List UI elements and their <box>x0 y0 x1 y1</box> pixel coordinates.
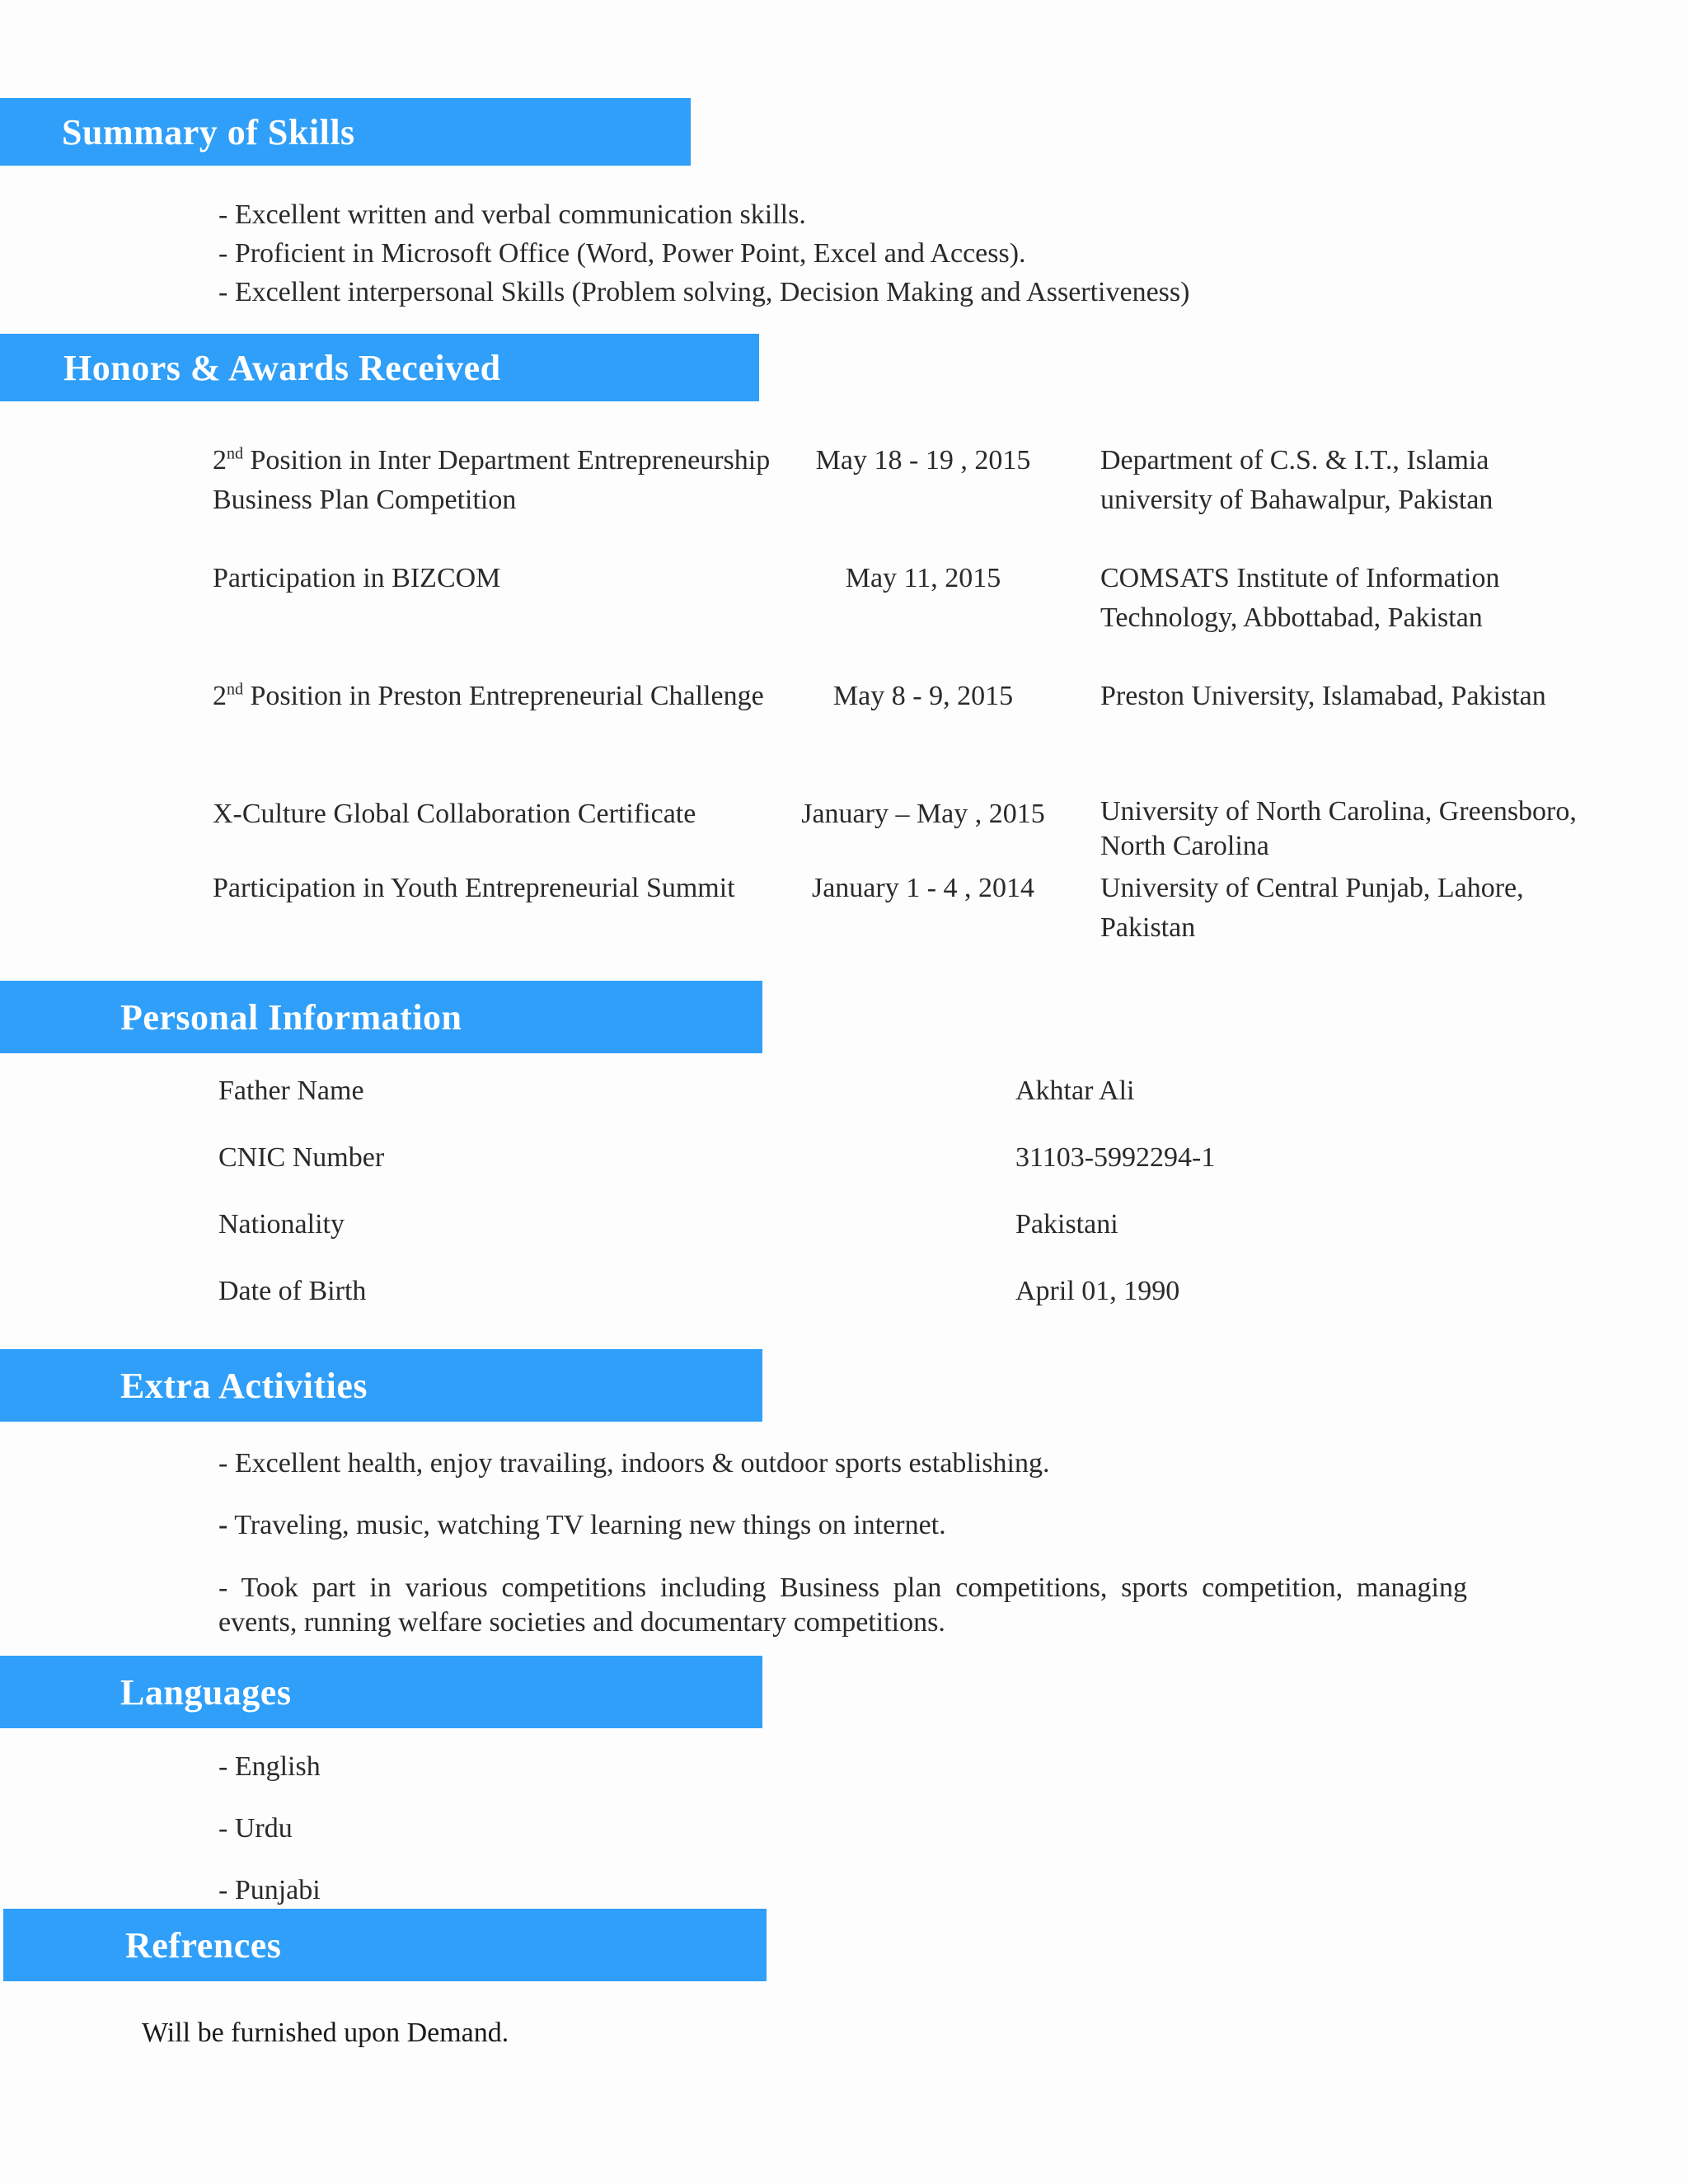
section-title: Refrences <box>125 1924 282 1966</box>
section-title: Languages <box>120 1671 292 1713</box>
activity-item: - Traveling, music, watching TV learning new things on internet. <box>218 1510 946 1540</box>
award-title: X-Culture Global Collaboration Certificate <box>213 799 696 829</box>
section-header-skills <box>0 98 691 166</box>
award-date: May 8 - 9, 2015 <box>832 681 1014 711</box>
section-title: Extra Activities <box>120 1365 368 1406</box>
award-place: University of Central Punjab, Lahore, Pakistan <box>1100 873 1524 943</box>
award-date: January 1 - 4 , 2014 <box>811 873 1035 903</box>
language-item: - Punjabi <box>218 1875 321 1905</box>
award-place: COMSATS Institute of Information Technology, Abbottabad, Pakistan <box>1100 563 1500 633</box>
section-header-languages <box>0 1656 762 1728</box>
info-label: Father Name <box>218 1076 364 1106</box>
award-row <box>0 869 1688 951</box>
award-row <box>0 441 1688 556</box>
activity-item: - Excellent health, enjoy travailing, indoors & outdoor sports establishing. <box>218 1448 1050 1479</box>
section-title: Honors & Awards Received <box>63 347 501 388</box>
info-label: Nationality <box>218 1209 345 1240</box>
award-date: May 11, 2015 <box>845 563 1001 593</box>
info-value: Akhtar Ali <box>1015 1076 1135 1106</box>
award-row <box>0 794 1688 869</box>
info-value: 31103-5992294-1 <box>1015 1142 1216 1173</box>
activity-item: - Took part in various competitions including Business plan competitions, sports competition, managing events, running welfare societies and documentary competitions. <box>218 1572 1467 1638</box>
award-title: 2nd Position in Preston Entrepreneurial Challenge <box>213 680 764 711</box>
award-place: Department of C.S. & I.T., Islamia university of Bahawalpur, Pakistan <box>1100 445 1493 515</box>
award-row <box>0 559 1688 674</box>
section-header-personal <box>0 981 762 1053</box>
award-place: Preston University, Islamabad, Pakistan <box>1100 681 1546 711</box>
award-title: Participation in BIZCOM <box>213 563 501 593</box>
award-title: 2nd Position in Inter Department Entrepreneurship Business Plan Competition <box>213 444 771 515</box>
skill-item: - Excellent written and verbal communication skills. <box>218 199 806 230</box>
language-item: - English <box>218 1751 321 1782</box>
section-title: Summary of Skills <box>62 111 355 152</box>
info-value: April 01, 1990 <box>1015 1276 1180 1306</box>
references-text: Will be furnished upon Demand. <box>142 2018 509 2048</box>
info-label: CNIC Number <box>218 1142 385 1173</box>
info-label: Date of Birth <box>218 1276 367 1306</box>
info-value: Pakistani <box>1015 1209 1118 1240</box>
award-date: May 18 - 19 , 2015 <box>815 445 1031 476</box>
award-place: University of North Carolina, Greensboro, North Carolina <box>1100 796 1577 861</box>
award-date: January – May , 2015 <box>801 799 1045 829</box>
skill-item: - Excellent interpersonal Skills (Problem solving, Decision Making and Assertiveness) <box>218 277 1190 307</box>
language-item: - Urdu <box>218 1813 293 1844</box>
skill-item: - Proficient in Microsoft Office (Word, Power Point, Excel and Access). <box>218 238 1026 269</box>
section-title: Personal Information <box>120 996 462 1038</box>
section-header-honors <box>0 334 759 401</box>
section-header-references <box>3 1909 767 1981</box>
award-row <box>0 677 1688 759</box>
award-title: Participation in Youth Entrepreneurial Summit <box>213 873 735 903</box>
section-header-activities <box>0 1349 762 1422</box>
